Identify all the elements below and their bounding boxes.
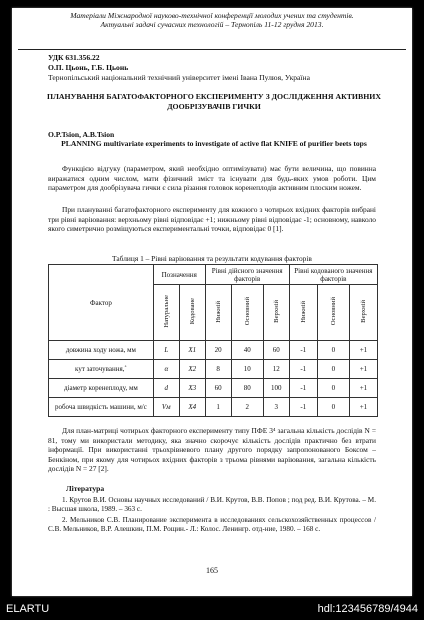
- factor-cell: кут заточування,˚: [49, 360, 154, 379]
- header-natural: Натуральне: [162, 295, 170, 328]
- value-cell: -1: [289, 360, 317, 379]
- factor-cell: робоча швидкість машини, м/с: [49, 398, 154, 417]
- table-row: [49, 398, 378, 417]
- paragraph-3: Для план-матриці чотирьох факторного експерименту типу ПФЕ 3⁴ загальна кількість дослідів N = 81, тому ми використали методику, яка значно скорочує кількість дослідів практично без втрати інформації. При використанні трьохрівневого плану другого порядку запропонованого Боксом – Бенкіном, при якому для чотирьох вхідних факторів з трьома рівнями варіювання, загальна кількість дослідів N = 27 [2].: [48, 426, 376, 474]
- udc-code: УДК 631.356.22: [48, 53, 100, 62]
- factor-cell: діаметр коренеплоду, мм: [49, 379, 154, 398]
- reference-item: 2. Мельников С.В. Планирование эксперимента в исследованиях сельскохозяйственных процессов / С.В. Мельников, В.Р. Алешкин, П.М. Рощин.- Л.: Колос. Ленингр. отд-ние, 1980. – 168 с.: [48, 515, 376, 534]
- value-cell: 80: [231, 379, 263, 398]
- value-cell: 20: [205, 341, 231, 360]
- header-actual-base: Основний: [243, 297, 251, 326]
- value-cell: 40: [231, 341, 263, 360]
- value-cell: 0: [317, 379, 349, 398]
- header-coded-levels: Рівні кодованого значення факторів: [289, 265, 377, 285]
- value-cell: +1: [349, 341, 377, 360]
- value-cell: -1: [289, 379, 317, 398]
- affiliation: Тернопільський національний технічний університет імені Івана Пулюя, Україна: [48, 73, 310, 82]
- header-coded: Кодоване: [188, 298, 196, 325]
- value-cell: 3: [263, 398, 289, 417]
- header-actual-levels: Рівні дійсного значення факторів: [205, 265, 289, 285]
- authors-ukrainian: О.П. Цьонь, Г.Б. Цьонь: [48, 63, 129, 72]
- repository-label: ELARTU: [6, 603, 50, 615]
- document-page: [12, 8, 412, 596]
- references-list: [48, 496, 376, 536]
- header-divider: [18, 49, 406, 50]
- header-factor: Фактор: [49, 265, 154, 341]
- header-coded-upper: Верхній: [359, 300, 367, 323]
- coded-cell: X2: [179, 360, 205, 379]
- value-cell: 100: [263, 379, 289, 398]
- table-caption: Таблиця 1 – Рівні варіювання та результати кодування факторів: [112, 254, 312, 263]
- handle-label: hdl:123456789/4944: [317, 603, 418, 615]
- value-cell: 1: [205, 398, 231, 417]
- references-heading: Література: [66, 484, 105, 493]
- value-cell: 2: [231, 398, 263, 417]
- value-cell: 10: [231, 360, 263, 379]
- natural-cell: Vм: [153, 398, 179, 417]
- header-line-2: Актуальні задачі сучасних технологій – Тернопіль 11-12 грудня 2013.: [100, 20, 324, 29]
- factors-table: [48, 264, 378, 417]
- value-cell: 60: [263, 341, 289, 360]
- paragraph-2: При плануванні багатофакторного експерименту для кожного з чотирьох вхідних факторів вибрані три рівні варіювання: верхньому рівні відповідає +1; нижньому рівні відповідає -1; основному, навколо якого симетрично розміщуються експериментальні точки, відповідає 0 [1].: [48, 205, 376, 234]
- header-coded-base: Основний: [329, 297, 337, 326]
- header-actual-upper: Верхній: [272, 300, 280, 323]
- value-cell: 60: [205, 379, 231, 398]
- paragraph-1: Функцією відгуку (параметром, який необхідно оптимізувати) має бути величина, що повинна виражатися одним числом, мати фізичний зміст та існувати для будь-яких умов роботи. Цим параметром для дообрізувача гички є сила різання головок коренеплодів активним плоским ножем.: [48, 164, 376, 193]
- reference-item: 1. Крутов В.И. Основы научных исследований / В.И. Крутов, В.В. Попов ; под ред. В.И. Крутова. – М. : Высшая школа, 1989. – 363 с.: [48, 496, 376, 514]
- coded-cell: X1: [179, 341, 205, 360]
- title-ukrainian: ПЛАНУВАННЯ БАГАТОФАКТОРНОГО ЕКСПЕРИМЕНТУ З ДОСЛІДЖЕННЯ АКТИВНИХ ДООБРІЗУВАЧІВ ГИЧКИ: [47, 92, 381, 111]
- value-cell: 8: [205, 360, 231, 379]
- table-row: [49, 341, 378, 360]
- value-cell: +1: [349, 379, 377, 398]
- value-cell: -1: [289, 398, 317, 417]
- header-coded-lower: Нижній: [299, 300, 307, 323]
- title-english: PLANNING multivariate experiments to investigate of active flat KNIFE of purifier beets tops: [61, 139, 367, 148]
- value-cell: 0: [317, 360, 349, 379]
- natural-cell: d: [153, 379, 179, 398]
- value-cell: 12: [263, 360, 289, 379]
- coded-cell: X3: [179, 379, 205, 398]
- natural-cell: L: [153, 341, 179, 360]
- authors-english: O.P.Tsion, A.B.Tsion: [48, 130, 115, 139]
- header-designation: Позначення: [153, 265, 205, 285]
- value-cell: +1: [349, 360, 377, 379]
- natural-cell: α: [153, 360, 179, 379]
- value-cell: +1: [349, 398, 377, 417]
- table-row: [49, 379, 378, 398]
- header-actual-lower: Нижній: [214, 300, 222, 323]
- coded-cell: X4: [179, 398, 205, 417]
- table-row: [49, 360, 378, 379]
- header-line-1: Матеріали Міжнародної науково-технічної конференції молодих учених та студентів.: [70, 11, 354, 20]
- factor-cell: довжина ходу ножа, мм: [49, 341, 154, 360]
- value-cell: -1: [289, 341, 317, 360]
- conference-header: [18, 11, 406, 29]
- value-cell: 0: [317, 398, 349, 417]
- value-cell: 0: [317, 341, 349, 360]
- page-number: 165: [206, 566, 218, 575]
